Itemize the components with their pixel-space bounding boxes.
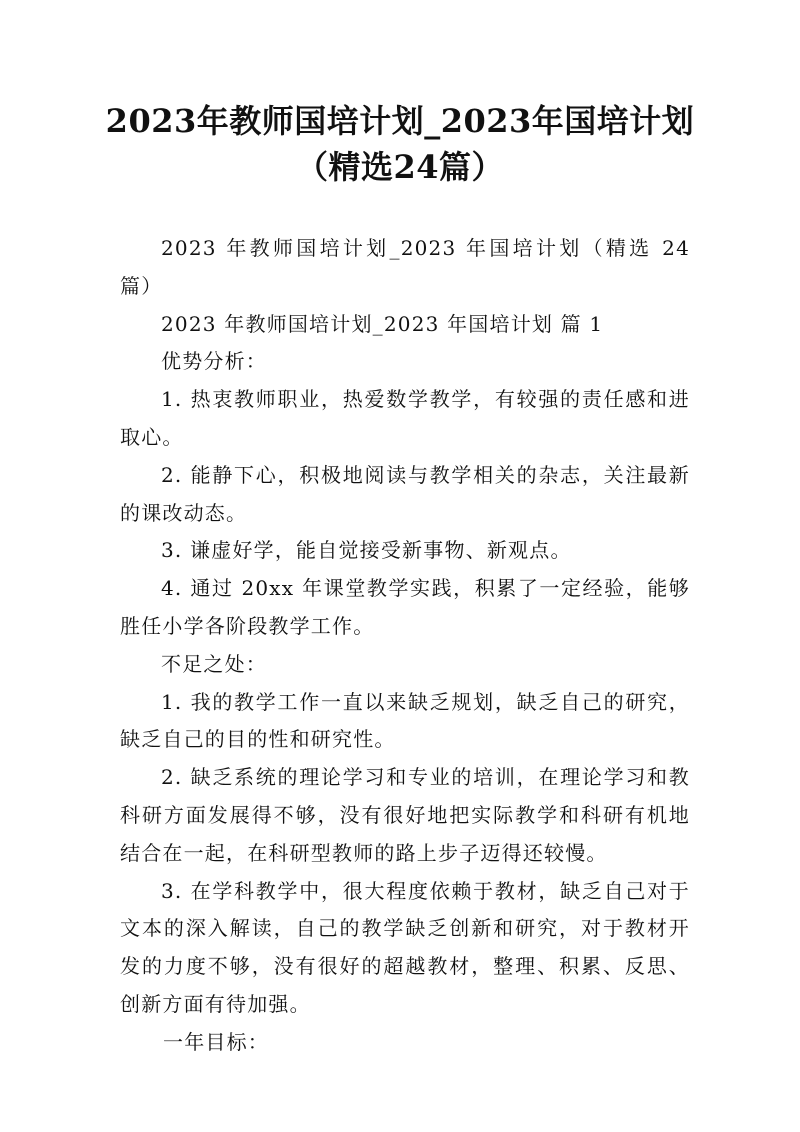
paragraph-strength-2: 2. 能静下心，积极地阅读与教学相关的杂志，关注最新的课改动态。 xyxy=(120,462,690,525)
paragraph-weakness-3: 3. 在学科教学中，很大程度依赖于教材，缺乏自己对于文本的深入解读，自己的教学缺乏创新和研究，对于教材开发的力度不够，没有很好的超越教材，整理、积累、反思、创新方面有待加强。 xyxy=(120,878,690,1016)
paragraph-strength-3: 3. 谦虚好学，能自觉接受新事物、新观点。 xyxy=(161,538,572,563)
paragraph-weakness-2: 2. 缺乏系统的理论学习和专业的培训，在理论学习和教科研方面发展得不够，没有很好地把实际教学和科研有机地结合在一起，在科研型教师的路上步子迈得还较慢。 xyxy=(120,765,690,865)
paragraph-strength-4: 4. 通过 20xx 年课堂教学实践，积累了一定经验，能够胜任小学各阶段教学工作。 xyxy=(120,576,690,638)
document-title: 2023年教师国培计划_2023年国培计划（精选24篇） xyxy=(105,102,695,186)
paragraph-section-title: 2023 年教师国培计划_2023 年国培计划 篇 1 xyxy=(161,311,604,336)
paragraph-strengths-label: 优势分析： xyxy=(161,349,267,374)
paragraph-weaknesses-label: 不足之处： xyxy=(161,651,267,676)
document-body xyxy=(120,230,690,1062)
paragraph-strength-1: 1. 热衷教师职业，热爱数学教学，有较强的责任感和进取心。 xyxy=(120,387,690,449)
paragraph-goals-label: 一年目标： xyxy=(163,1029,269,1054)
paragraph-heading-repeat: 2023 年教师国培计划_2023 年国培计划（精选 24 篇） xyxy=(120,236,690,298)
paragraph-weakness-1: 1. 我的教学工作一直以来缺乏规划，缺乏自己的研究，缺乏自己的目的性和研究性。 xyxy=(120,689,690,752)
